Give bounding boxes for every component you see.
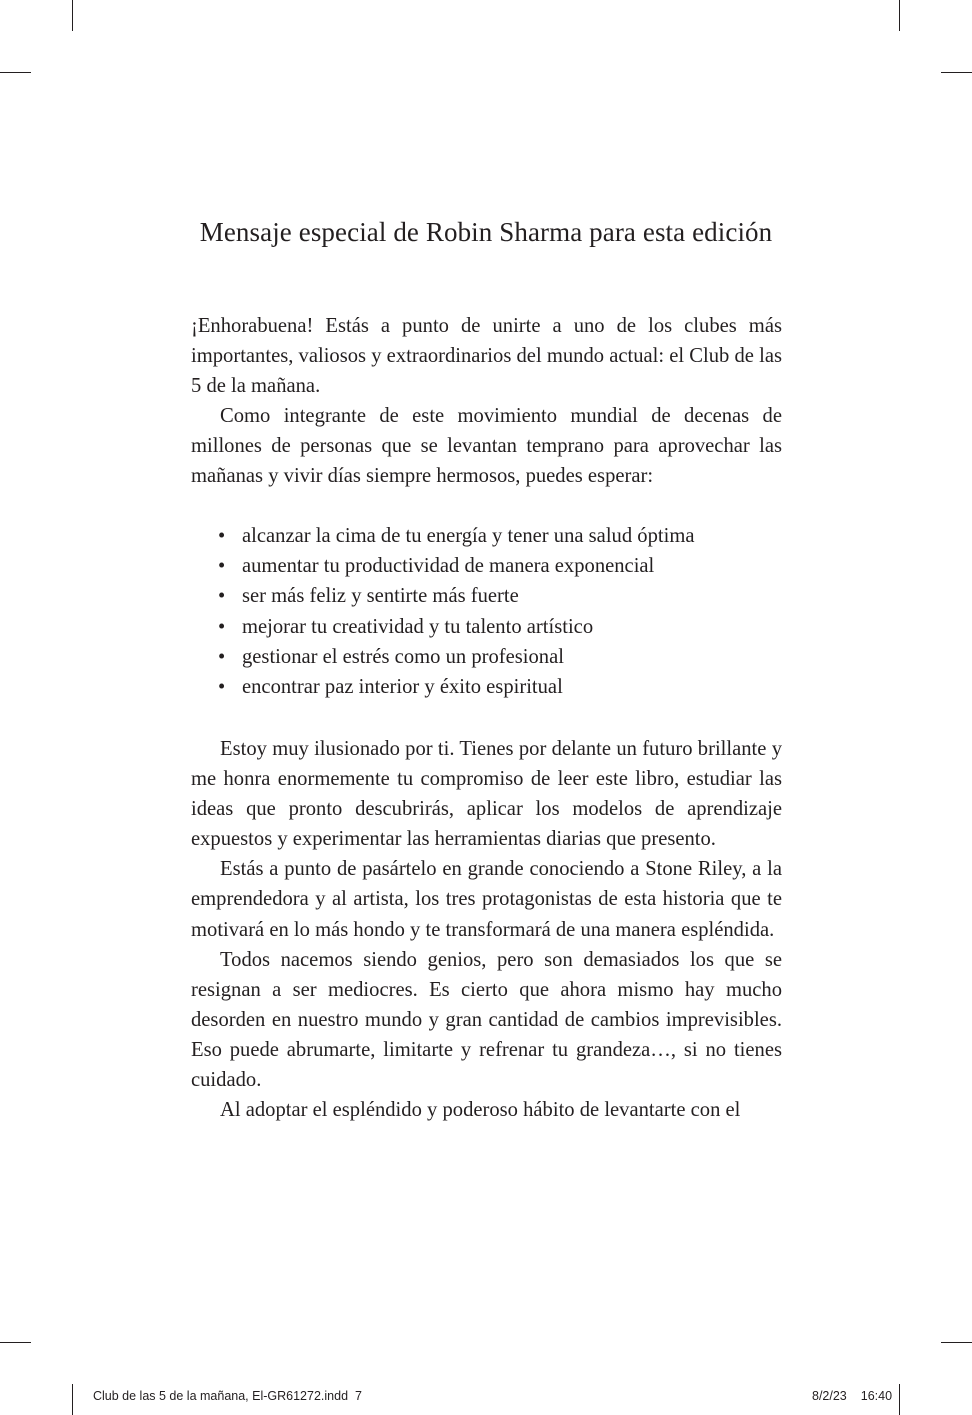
paragraph: Como integrante de este movimiento mundial de decenas de millones de personas que se levantan temprano para aprovechar las mañanas y vivir días siempre hermosos, puedes esperar: bbox=[191, 405, 782, 488]
list-item-text: encontrar paz interior y éxito espiritual bbox=[242, 676, 563, 699]
bullet-icon: • bbox=[218, 615, 226, 638]
list-item-text: alcanzar la cima de tu energía y tener una salud óptima bbox=[242, 525, 695, 547]
list-item bbox=[216, 581, 776, 611]
body-text bbox=[191, 734, 782, 1125]
crop-mark-top-left bbox=[72, 0, 73, 31]
slug-page-number: 7 bbox=[354, 1389, 362, 1403]
paragraph: Estás a punto de pasártelo en grande conociendo a Stone Riley, a la emprendedora y al artista, los tres protagonistas de esta historia que te motivará en lo más hondo y te transformará de una manera espléndida. bbox=[191, 858, 782, 941]
paragraph: Al adoptar el espléndido y poderoso hábito de levantarte con el bbox=[220, 1099, 741, 1122]
print-slug-file bbox=[93, 1389, 362, 1404]
list-item bbox=[216, 521, 776, 551]
bullet-icon: • bbox=[218, 555, 226, 578]
paragraph: Estoy muy ilusionado por ti. Tienes por delante un futuro brillante y me honra enormemente tu compromiso de leer este libro, estudiar las ideas que pronto descubrirás, aplicar los modelos de aprendizaje expuestos y experimentar las herramientas diarias que presento. bbox=[191, 738, 782, 851]
intro-text bbox=[191, 311, 782, 492]
bullet-icon: • bbox=[218, 676, 226, 699]
list-item-text: mejorar tu creatividad y tu talento artístico bbox=[242, 615, 594, 638]
print-slug-timestamp bbox=[812, 1389, 892, 1404]
crop-mark-right-top bbox=[941, 72, 972, 73]
paragraph: ¡Enhorabuena! Estás a punto de unirte a uno de los clubes más importantes, valiosos y extraordinarios del mundo actual: el Club de las 5 de la mañana. bbox=[191, 315, 782, 398]
slug-date: 8/2/23 bbox=[812, 1389, 847, 1403]
list-item bbox=[216, 612, 776, 642]
bullet-icon: • bbox=[218, 525, 226, 547]
bullet-icon: • bbox=[218, 585, 226, 608]
benefits-list bbox=[216, 521, 776, 702]
crop-mark-left-top bbox=[0, 72, 31, 73]
list-item-text: aumentar tu productividad de manera exponencial bbox=[242, 555, 655, 578]
slug-file-name: Club de las 5 de la mañana, El-GR61272.indd bbox=[93, 1389, 349, 1403]
crop-mark-right-bottom bbox=[941, 1342, 972, 1343]
list-item bbox=[216, 642, 776, 672]
list-item bbox=[216, 551, 776, 581]
slug-time: 16:40 bbox=[860, 1389, 893, 1403]
crop-mark-bottom-right bbox=[899, 1384, 900, 1415]
page-title: Mensaje especial de Robin Sharma para esta edición bbox=[199, 217, 773, 247]
crop-mark-bottom-left bbox=[72, 1384, 73, 1415]
list-item-text: ser más feliz y sentirte más fuerte bbox=[242, 585, 519, 608]
list-item-text: gestionar el estrés como un profesional bbox=[242, 645, 564, 668]
paragraph: Todos nacemos siendo genios, pero son demasiados los que se resignan a ser mediocres. Es cierto que ahora mismo hay mucho desorden en nuestro mundo y gran cantidad de cambios imprevisibles. Eso puede abrumarte, limitarte y refrenar tu grandeza…, si no tienes cuidado. bbox=[191, 948, 782, 1092]
crop-mark-top-right bbox=[899, 0, 900, 31]
crop-mark-left-bottom bbox=[0, 1342, 31, 1343]
bullet-icon: • bbox=[218, 645, 226, 668]
list-item bbox=[216, 672, 776, 702]
